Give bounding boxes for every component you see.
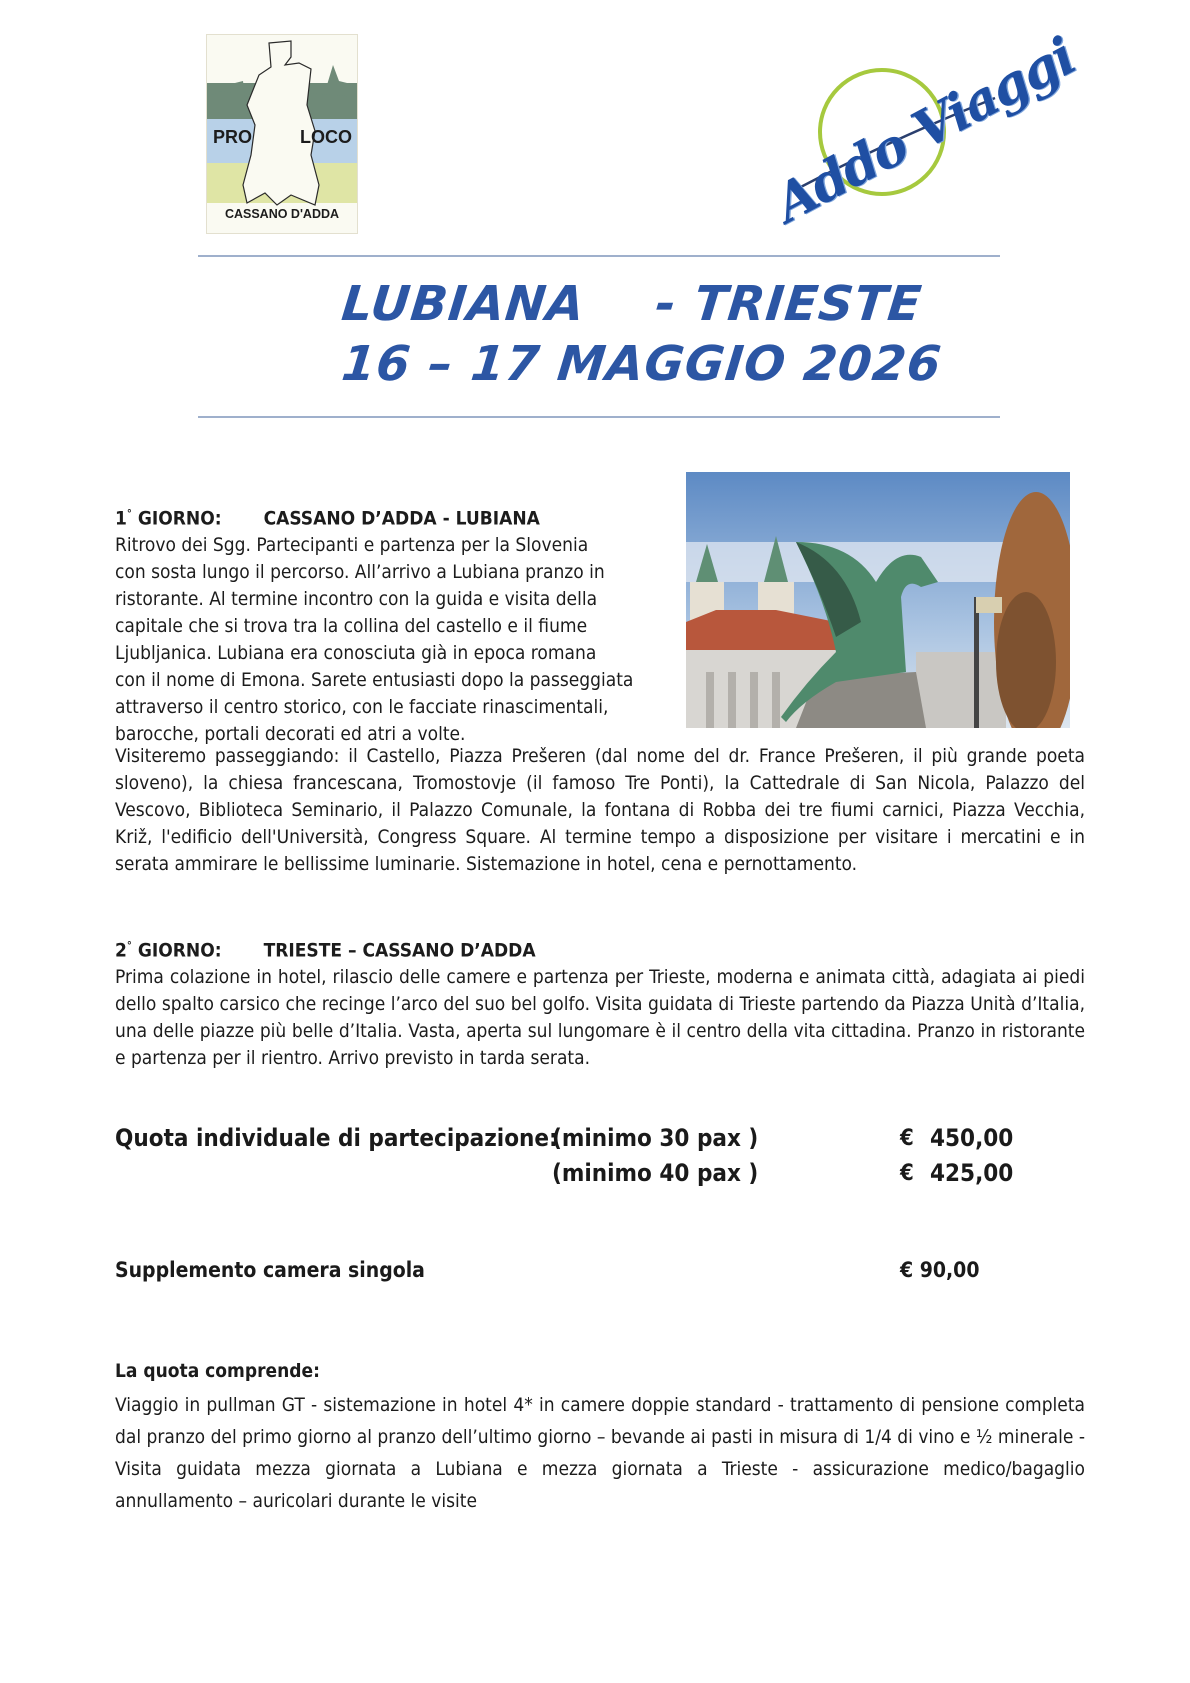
day1-line: barocche, portali decorati ed atri a volte.	[115, 723, 466, 746]
includes-heading: La quota comprende:	[115, 1360, 320, 1382]
day1-label: GIORNO:	[137, 507, 222, 530]
price-tier-1-currency: €	[900, 1126, 914, 1151]
price-label: Quota individuale di partecipazione:	[115, 1124, 558, 1152]
day1-line: capitale che si trova tra la collina del castello e il fiume	[115, 615, 588, 638]
includes-text: Viaggio in pullman GT - sistemazione in hotel 4* in camere doppie standard - trattamento di pensione completa dal pranzo del primo giorno al pranzo dell’ultimo giorno – bevande ai pasti in misura di 1/4 di vino e ½ minerale - Visita guidata mezza giornata a Lubiana e mezza giornata a Trieste - assicurazione medico/bagaglio annullamento – auricolari durante le visite	[115, 1394, 1085, 1512]
includes-block	[115, 1358, 1085, 1517]
day1-ordinal: 1	[115, 507, 127, 530]
proloco-logo	[206, 34, 358, 234]
day1-route: CASSANO D’ADDA - LUBIANA	[263, 507, 540, 530]
day2-text: Prima colazione in hotel, rilascio delle camere e partenza per Trieste, moderna e animata città, adagiata ai piedi dello spalto carsico che recinge l’arco del suo bel golfo. Visita guidata di Trieste partendo da Piazza Unità d’Italia, una delle piazze più belle d’Italia. Vasta, aperta sul lungomare è il centro della vita cittadina. Pranzo in ristorante e partenza per il rientro. Arrivo previsto in tarda serata.	[115, 966, 1085, 1070]
day2-ordinal: 2	[115, 939, 127, 962]
title-rule-top	[198, 255, 1000, 257]
day1-line: Ritrovo dei Sgg. Partecipanti e partenza per la Slovenia	[115, 534, 589, 557]
price-tier-2-condition: (minimo 40 pax )	[552, 1159, 759, 1187]
price-tier-2-currency: €	[900, 1161, 914, 1186]
dragon-bridge-photo	[686, 472, 1070, 728]
addo-viaggi-wordmark: Addo Viaggi	[764, 26, 1085, 235]
day1-heading: 1° GIORNO: CASSANO D’ADDA - LUBIANA	[115, 507, 540, 530]
title-destinations: LUBIANA - TRIESTE	[339, 276, 925, 332]
title-rule-bottom	[198, 416, 1000, 418]
title-dates: 16 – 17 MAGGIO 2026	[339, 336, 945, 392]
day1-line: attraverso il centro storico, con le facciate rinascimentali,	[115, 696, 609, 719]
day1-line: ristorante. Al termine incontro con la guida e visita della	[115, 588, 598, 611]
day1-line: con il nome di Emona. Sarete entusiasti dopo la passeggiata	[115, 669, 634, 692]
addo-viaggi-logo	[750, 26, 1085, 235]
proloco-pro-text: PRO	[213, 127, 253, 147]
price-tier-1-condition: (minimo 30 pax )	[552, 1124, 759, 1152]
day1-intro	[115, 500, 690, 748]
day1-continuation: Visiteremo passeggiando: il Castello, Piazza Prešeren (dal nome del dr. France Prešeren, il più grande poeta sloveno), la chiesa francescana, Tromostovje (il famoso Tre Ponti), la Cattedrale di San Nicola, Palazzo del Vescovo, Biblioteca Seminario, il Palazzo Comunale, la fontana di Robba dei tre fiumi carnici, Piazza Vecchia, Križ, l'edificio dell'Università, Congress Square. Al termine tempo a disposizione per visitare i mercatini e in serata ammirare le bellissime luminarie. Sistemazione in hotel, cena e pernottamento.	[115, 745, 1085, 875]
supplement-value: € 90,00	[900, 1258, 980, 1282]
day2-label: GIORNO:	[137, 939, 222, 962]
price-tier-1-amount: 450,00	[930, 1124, 1014, 1152]
supplement-label: Supplemento camera singola	[115, 1258, 425, 1282]
day2-route: TRIESTE – CASSANO D’ADDA	[263, 939, 536, 962]
day2-block	[115, 932, 1085, 1072]
day2-heading: 2° GIORNO: TRIESTE – CASSANO D’ADDA	[115, 939, 536, 962]
dragon-bridge-photo-icon	[686, 472, 1070, 728]
proloco-loco-text: LOCO	[300, 127, 352, 147]
proloco-town-text: CASSANO D'ADDA	[224, 207, 340, 221]
day1-line: Ljubljanica. Lubiana era conosciuta già in epoca romana	[115, 642, 597, 665]
day1-line: con sosta lungo il percorso. All’arrivo a Lubiana pranzo in	[115, 561, 605, 584]
price-tier-2-amount: 425,00	[930, 1159, 1014, 1187]
